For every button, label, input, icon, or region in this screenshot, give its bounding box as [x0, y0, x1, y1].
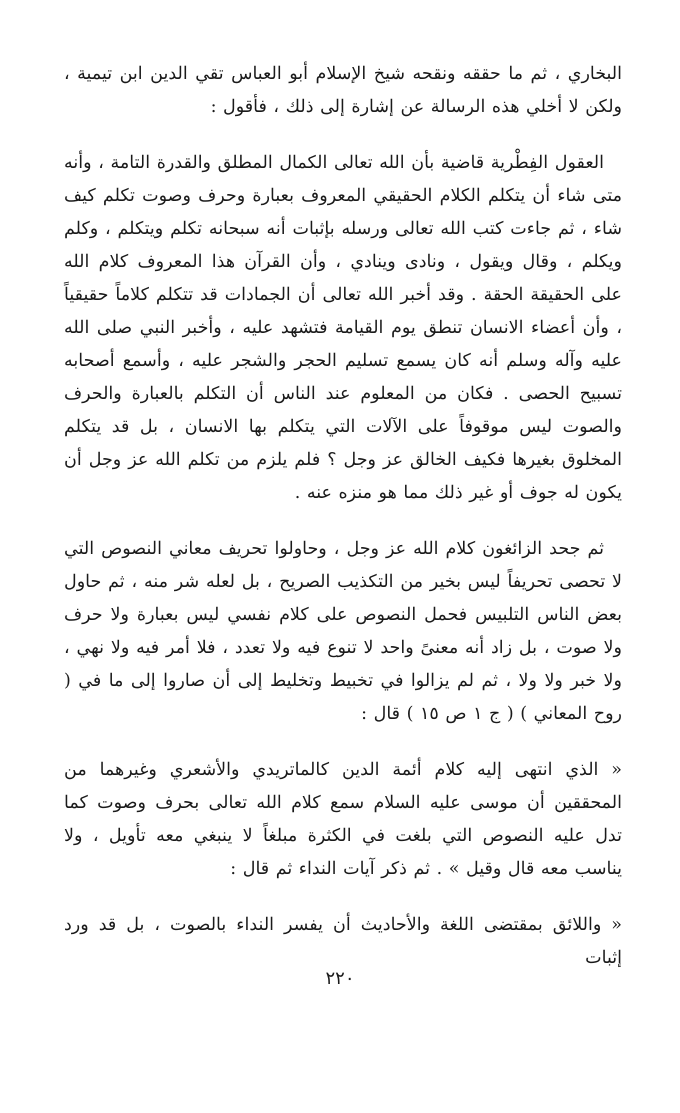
paragraph-2: العقول الفِطْرية قاضية بأن الله تعالى الكمال المطلق والقدرة التامة ، وأنه متى شاء أن يتكلم الكلام الحقيقي المعروف بعبارة وحرف وصوت تكلم كيف شاء ، ثم جاءت كتب الله تعالى ورسله بإثبات أنه سبحانه تكلم ويتكلم ، وكلم ويكلم ، وقال ويقول ، ونادى وينادي ، وأن القرآن هذا المعروف كلام الله على الحقيقة الحقة . وقد أخبر الله تعالى أن الجمادات قد تتكلم كلاماً حقيقياً ، وأن أعضاء الانسان تنطق يوم القيامة فتشهد عليه ، وأخبر النبي صلى الله عليه وآله وسلم أنه كان يسمع تسليم الحجر والشجر عليه ، وأسمع أصحابه تسبيح الحصى . فكان من المعلوم عند الناس أن التكلم بالعبارة والحرف والصوت ليس موقوفاً على الآلات التي يتكلم بها الانسان ، بل قد يتكلم المخلوق بغيرها فكيف الخالق عز وجل ؟ فلم يلزم من تكلم الله عز وجل أن يكون له جوف أو غير ذلك مما هو منزه عنه .	[64, 153, 622, 503]
paragraph-3: ثم جحد الزائغون كلام الله عز وجل ، وحاولوا تحريف معاني النصوص التي لا تحصى تحريفاً ليس بخير من التكذيب الصريح ، بل لعله شر منه ، ثم حاول بعض الناس التلبيس فحمل النصوص على كلام نفسي ليس بعبارة ولا حرف ولا صوت ، بل زاد أنه معنىً واحد لا تنوع فيه ولا تعدد ، فلا أمر فيه ولا نهي ، ولا خبر ولا ولا ، ثم لم يزالوا في تخبيط وتخليط إلى أن صاروا إلى ما في ( روح المعاني ) ( ج ١ ص ١٥ ) قال :	[64, 539, 622, 724]
page-number: ٢٢٠	[325, 968, 355, 989]
paragraph-1: البخاري ، ثم ما حققه ونقحه شيخ الإسلام أبو العباس تقي الدين ابن تيمية ، ولكن لا أخلي هذه الرسالة عن إشارة إلى ذلك ، فأقول :	[64, 64, 622, 117]
paragraph-5-quote: « واللائق بمقتضى اللغة والأحاديث أن يفسر النداء بالصوت ، بل قد ورد إثبات	[64, 915, 622, 968]
paragraph-4-quote: « الذي انتهى إليه كلام أئمة الدين كالماتريدي والأشعري وغيرهما من المحققين أن موسى عليه السلام سمع كلام الله تعالى بحرف وصوت كما تدل عليه النصوص التي بلغت في الكثرة مبلغاً لا ينبغي معه تأويل ، ولا يناسب معه قال وقيل » . ثم ذكر آيات النداء ثم قال :	[64, 760, 622, 879]
